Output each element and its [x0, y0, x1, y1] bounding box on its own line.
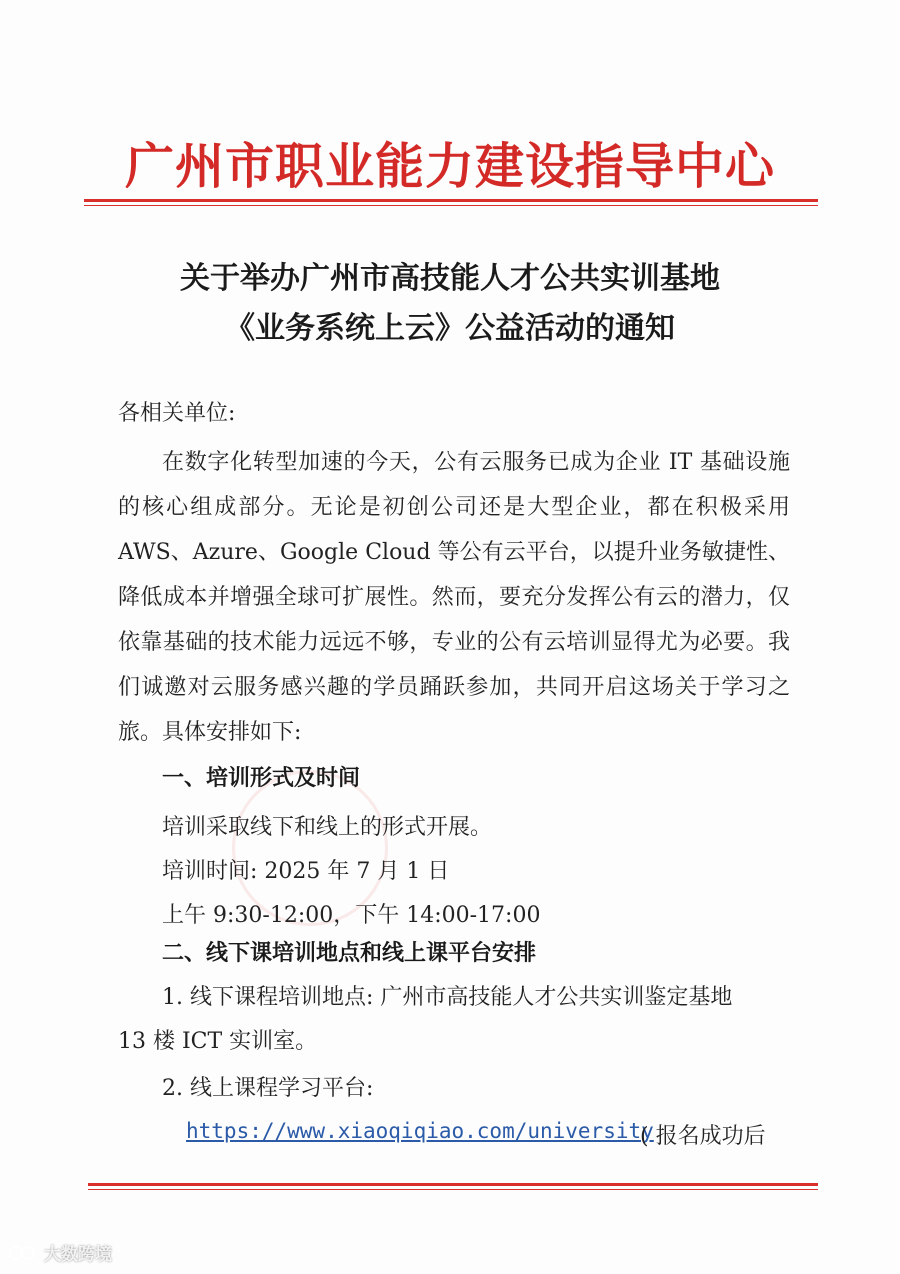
organization-header: 广州市职业能力建设指导中心 — [124, 137, 775, 195]
online-platform-link[interactable]: https://www.xiaoqiqiao.com/university — [186, 1119, 654, 1143]
footer-rule-thick — [88, 1183, 818, 1186]
header-rule-thick — [84, 199, 818, 202]
training-format: 培训采取线下和线上的形式开展。 — [162, 815, 493, 840]
section1-heading: 一、培训形式及时间 — [162, 766, 361, 791]
salutation: 各相关单位: — [118, 401, 236, 426]
notice-title-line1: 关于举办广州市高技能人才公共实训基地 — [180, 261, 720, 296]
training-hours: 上午 9:30-12:00，下午 14:00-17:00 — [162, 903, 541, 928]
logo-icon — [8, 1243, 38, 1263]
registration-note: ( 报名成功后 — [640, 1124, 766, 1149]
section2-heading: 二、线下课培训地点和线上课平台安排 — [162, 941, 537, 966]
watermark-text: 大数跨境 — [44, 1245, 112, 1265]
training-date: 培训时间: 2025 年 7 月 1 日 — [162, 859, 450, 884]
watermark — [8, 1240, 112, 1265]
offline-location-line1: 1. 线下课程培训地点: 广州市高技能人才公共实训鉴定基地 — [162, 985, 733, 1010]
header-rule-thin — [84, 205, 818, 206]
notice-title-line2: 《业务系统上云》公益活动的通知 — [225, 311, 675, 346]
footer-rule-thin — [88, 1189, 818, 1190]
online-platform-label: 2. 线上课程学习平台: — [162, 1076, 374, 1101]
intro-paragraph: 在数字化转型加速的今天，公有云服务已成为企业 IT 基础设施的核心组成部分。无论是初创公司还是大型企业，都在积极采用 AWS、Azure、Google Cloud 等公有云平台，以提升业务敏捷性、降低成本并增强全球可扩展性。然而，要充分发挥公有云的潜力，仅依靠基础的技术能力远远不够，专业的公有云培训显得尤为必要。我们诚邀对云服务感兴趣的学员踊跃参加，共同开启这场关于学习之旅。具体安排如下: — [118, 450, 790, 745]
offline-location-line2: 13 楼 ICT 实训室。 — [118, 1029, 318, 1054]
